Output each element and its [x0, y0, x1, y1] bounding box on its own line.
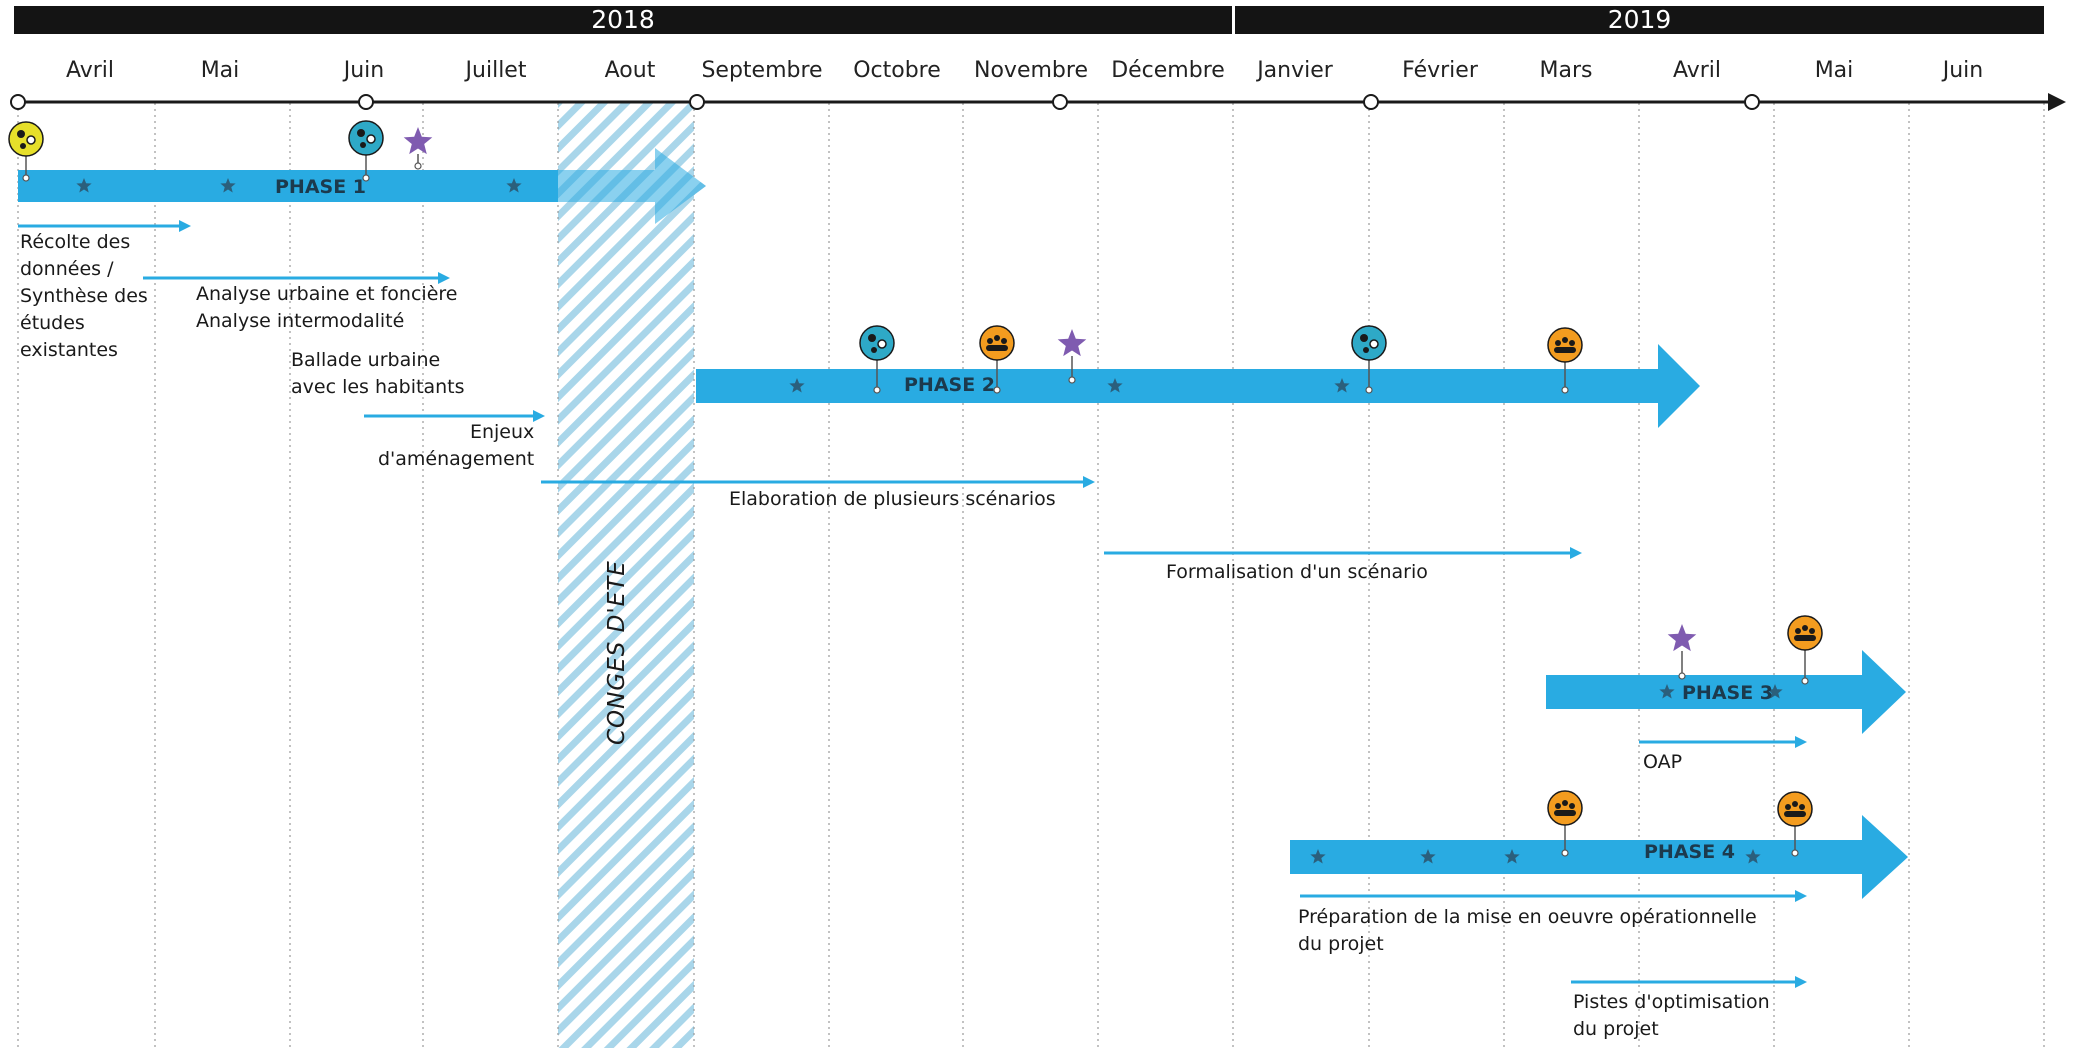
workshop-icon — [1788, 616, 1822, 650]
month-label-mai-2019: Mai — [1814, 58, 1854, 83]
meeting-icon-person — [17, 130, 25, 138]
meeting-icon — [1352, 326, 1386, 360]
task-label-preparation-mise-en-oeuvre: Préparation de la mise en oeuvre opérationnelle du projet — [1298, 906, 1757, 955]
phase-4-label: PHASE 4 — [1644, 841, 1736, 863]
workshop-icon-head — [1792, 801, 1798, 807]
workshop-icon-disc — [980, 326, 1014, 360]
task-arrow-elaboration-head — [1083, 476, 1095, 488]
month-label-juillet-2018: Juillet — [465, 58, 527, 83]
meeting-icon-person — [1363, 347, 1369, 353]
timeline-node — [359, 95, 373, 109]
meeting-icon-person — [1370, 340, 1378, 348]
workshop-icon-head — [994, 335, 1000, 341]
month-label-decembre-2018: Décembre — [1111, 58, 1225, 83]
workshop-icon-head — [1562, 337, 1568, 343]
task-label-pistes-optimisation: Pistes d'optimisation du projet — [1573, 991, 1770, 1040]
task-label-formalisation-scenario: Formalisation d'un scénario — [1166, 561, 1428, 583]
task-arrow-oap-head — [1795, 736, 1807, 748]
workshop-icon-disc — [1548, 791, 1582, 825]
meeting-icon — [860, 326, 894, 360]
workshop-icon-head — [1799, 804, 1805, 810]
workshop-icon-head — [1555, 803, 1561, 809]
workshop-icon — [1548, 328, 1582, 362]
workshop-icon-head — [987, 338, 993, 344]
workshop-icon-head — [1569, 340, 1575, 346]
milestone-star-icon — [1668, 624, 1697, 651]
phase-2-label: PHASE 2 — [904, 374, 996, 396]
milestone-star-icon — [404, 127, 433, 154]
timeline-node — [690, 95, 704, 109]
year-2019-band: 2019 — [1235, 6, 2044, 34]
marker-stem-dot — [1679, 673, 1685, 679]
workshop-icon-head — [1809, 628, 1815, 634]
month-label-janvier-2019: Janvier — [1257, 58, 1333, 83]
task-arrow-preparation-head — [1795, 890, 1807, 902]
phase-2-arrow — [696, 344, 1700, 428]
meeting-icon-person — [367, 135, 375, 143]
month-label-juin-2018: Juin — [343, 58, 385, 83]
month-label-fevrier-2019: Février — [1402, 58, 1478, 83]
meeting-icon-disc — [9, 122, 43, 156]
workshop-icon-disc — [1548, 328, 1582, 362]
task-label-analyse-urbaine: Analyse urbaine et foncière Analyse intermodalité — [196, 283, 458, 332]
meeting-icon — [349, 121, 383, 155]
workshop-icon — [980, 326, 1014, 360]
workshop-icon-disc — [1788, 616, 1822, 650]
meeting-icon-person — [360, 142, 366, 148]
month-label-juin-2019: Juin — [1942, 58, 1984, 83]
workshop-icon-bodies — [1554, 347, 1576, 353]
phase-4-arrow — [1290, 815, 1908, 899]
meeting-icon-disc — [349, 121, 383, 155]
workshop-icon-bodies — [986, 345, 1008, 351]
month-label-septembre-2018: Septembre — [701, 58, 823, 83]
timeline-node — [1053, 95, 1067, 109]
meeting-icon-person — [1360, 334, 1368, 342]
task-label-oap: OAP — [1643, 751, 1683, 773]
meeting-icon — [9, 122, 43, 156]
meeting-icon-person — [357, 129, 365, 137]
marker-stem-dot — [1562, 850, 1568, 856]
task-arrow-recolte-head — [179, 220, 191, 232]
meeting-icon-person — [868, 334, 876, 342]
task-label-ballade-urbaine: Ballade urbaine avec les habitants — [291, 349, 465, 398]
timeline-node — [1745, 95, 1759, 109]
month-label-avril-2018: Avril — [65, 58, 115, 83]
timeline-node — [11, 95, 25, 109]
meeting-icon-person — [27, 136, 35, 144]
task-arrow-formalisation-head — [1570, 547, 1582, 559]
marker-stem-dot — [1792, 850, 1798, 856]
task-arrow-pistes-head — [1795, 976, 1807, 988]
workshop-icon-bodies — [1794, 635, 1816, 641]
workshop-icon-head — [1569, 803, 1575, 809]
marker-stem-dot — [415, 163, 421, 169]
phase-1-label: PHASE 1 — [275, 176, 367, 198]
marker-stem-dot — [1562, 387, 1568, 393]
month-label-aout-2018: Aout — [604, 58, 656, 83]
marker-stem-dot — [1366, 387, 1372, 393]
month-label-avril-2019: Avril — [1672, 58, 1722, 83]
month-label-mai-2018: Mai — [200, 58, 240, 83]
meeting-icon-person — [20, 143, 26, 149]
workshop-icon-bodies — [1784, 811, 1806, 817]
task-label-enjeux: Enjeux d'aménagement — [378, 421, 535, 470]
meeting-icon-disc — [1352, 326, 1386, 360]
workshop-icon-head — [1001, 338, 1007, 344]
marker-stem-dot — [1069, 377, 1075, 383]
workshop-icon-head — [1785, 804, 1791, 810]
workshop-icon-head — [1795, 628, 1801, 634]
marker-stem-dot — [1802, 678, 1808, 684]
month-label-novembre-2018: Novembre — [974, 58, 1088, 83]
marker-stem-dot — [874, 387, 880, 393]
phase-3-label: PHASE 3 — [1682, 682, 1774, 704]
timeline-node — [1364, 95, 1378, 109]
year-2018-band: 2018 — [14, 6, 1232, 34]
month-label-mars-2019: Mars — [1539, 58, 1593, 83]
workshop-icon-head — [1562, 800, 1568, 806]
task-label-recolte-donnees: Récolte des données / Synthèse des études existantes — [20, 231, 148, 361]
milestone-star-icon — [1058, 329, 1087, 356]
meeting-icon-person — [878, 340, 886, 348]
timeline-axis — [11, 93, 2066, 111]
timeline-axis-arrowhead — [2048, 93, 2066, 111]
workshop-icon-head — [1555, 340, 1561, 346]
task-label-elaboration-scenarios: Elaboration de plusieurs scénarios — [729, 488, 1056, 510]
meeting-icon-person — [871, 347, 877, 353]
workshop-icon-head — [1802, 625, 1808, 631]
workshop-icon-bodies — [1554, 810, 1576, 816]
workshop-icon — [1778, 792, 1812, 826]
holiday-label: CONGES D'ETE — [604, 560, 630, 745]
task-arrow-ballade-head — [533, 410, 545, 422]
workshop-icon-disc — [1778, 792, 1812, 826]
marker-stem-dot — [23, 175, 29, 181]
workshop-icon — [1548, 791, 1582, 825]
meeting-icon-disc — [860, 326, 894, 360]
month-label-octobre-2018: Octobre — [853, 58, 941, 83]
